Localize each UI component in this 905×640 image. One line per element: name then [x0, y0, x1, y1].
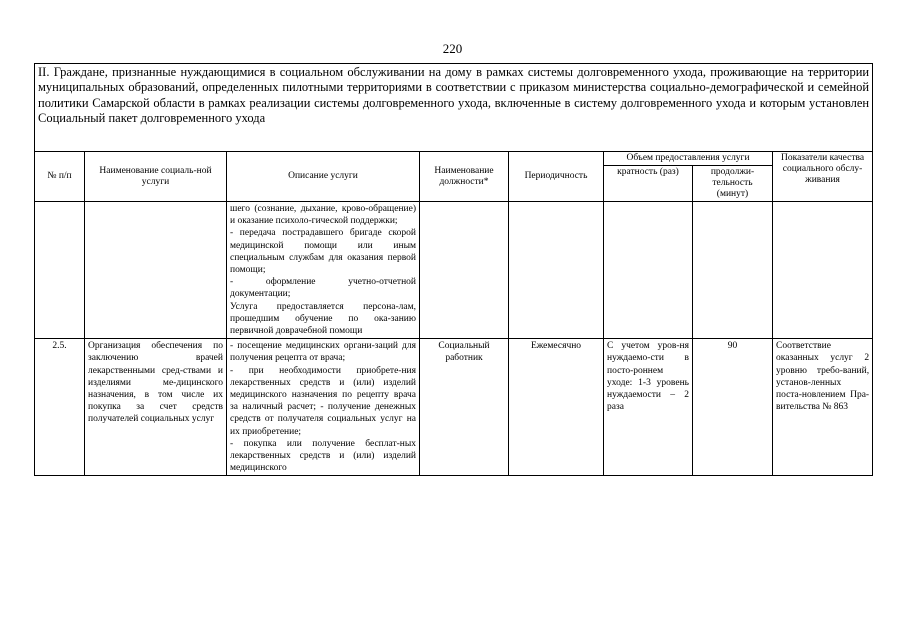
description-item: шего (сознание, дыхание, крово-обращение) и оказание психоло-гической поддержки; [230, 204, 416, 227]
header-duration: продолжи-тельность (минут) [693, 166, 773, 202]
header-position: Наименование должности* [420, 152, 509, 202]
header-multiplicity: кратность (раз) [604, 166, 693, 202]
header-service-name: Наименование социаль-ной услуги [85, 152, 227, 202]
continued-position-cell [420, 202, 509, 339]
row-quality: Соответствие оказанных услуг 2 уровню требо-ваний, установ-ленных поста-новлением Пра-вительства № 863 [773, 339, 873, 476]
table-row [35, 339, 873, 476]
header-quality: Показатели качества социального обслу-живания [773, 152, 873, 202]
header-description: Описание услуги [227, 152, 420, 202]
continued-quality-cell [773, 202, 873, 339]
description-item: - при необходимости приобрете-ния лекарственных средств и (или) изделий медицинского назначения по рецепту врача за наличный расчет; - получение денежных средств от получателя социальных услуг на их приобретение; [230, 365, 416, 437]
row-num: 2.5. [35, 339, 85, 476]
header-row [35, 152, 873, 166]
row-position: Социальный работник [420, 339, 509, 476]
row-service-name: Организация обеспечения по заключению врачей лекарственными сред-ствами и изделиями ме-дицинского назначения, в том числе их покупка за счет средств получателей социальных услуг [85, 339, 227, 476]
row-description [227, 339, 420, 476]
description-item: - покупка или получение бесплат-ных лекарственных средств и (или) изделий медицинского [230, 438, 416, 474]
row-multiplicity: С учетом уров-ня нуждаемо-сти в посто-роннем уходе: 1-3 уровень нуждаемости – 2 раза [604, 339, 693, 476]
table-row [35, 202, 873, 339]
continued-service-cell [85, 202, 227, 339]
row-periodicity: Ежемесячно [509, 339, 604, 476]
description-item: Услуга предоставляется персона-лам, прошедшим обучение по ока-занию первичной доврачебной помощи [230, 301, 416, 337]
continued-description-cell [227, 202, 420, 339]
description-item: - посещение медицинских органи-заций для получения рецепта от врача; [230, 341, 416, 364]
continued-duration-cell [693, 202, 773, 339]
description-item: - передача пострадавшего бригаде скорой медицинской помощи или иным специальным службам для оказания первой помощи; [230, 228, 416, 276]
continued-periodicity-cell [509, 202, 604, 339]
header-volume: Объем предоставления услуги [604, 152, 773, 166]
continued-multiplicity-cell [604, 202, 693, 339]
services-table [34, 63, 873, 476]
section-title: II. Граждане, признанные нуждающимися в социальном обслуживании на дому в рамках системы долговременного ухода, проживающие на территории муниципальных образований, определенных пилотными территориями в соответствии с приказом министерства социально-демографической и семейной политики Самарской области в рамках реализации системы долговременного ухода, включенные в систему долговременного ухода и которым установлен Социальный пакет долговременного ухода [35, 64, 873, 152]
row-duration: 90 [693, 339, 773, 476]
header-num: № п/п [35, 152, 85, 202]
continued-num-cell [35, 202, 85, 339]
description-item: - оформление учетно-отчетной документации; [230, 277, 416, 300]
header-periodicity: Периодичность [509, 152, 604, 202]
page-number: 220 [442, 41, 463, 56]
